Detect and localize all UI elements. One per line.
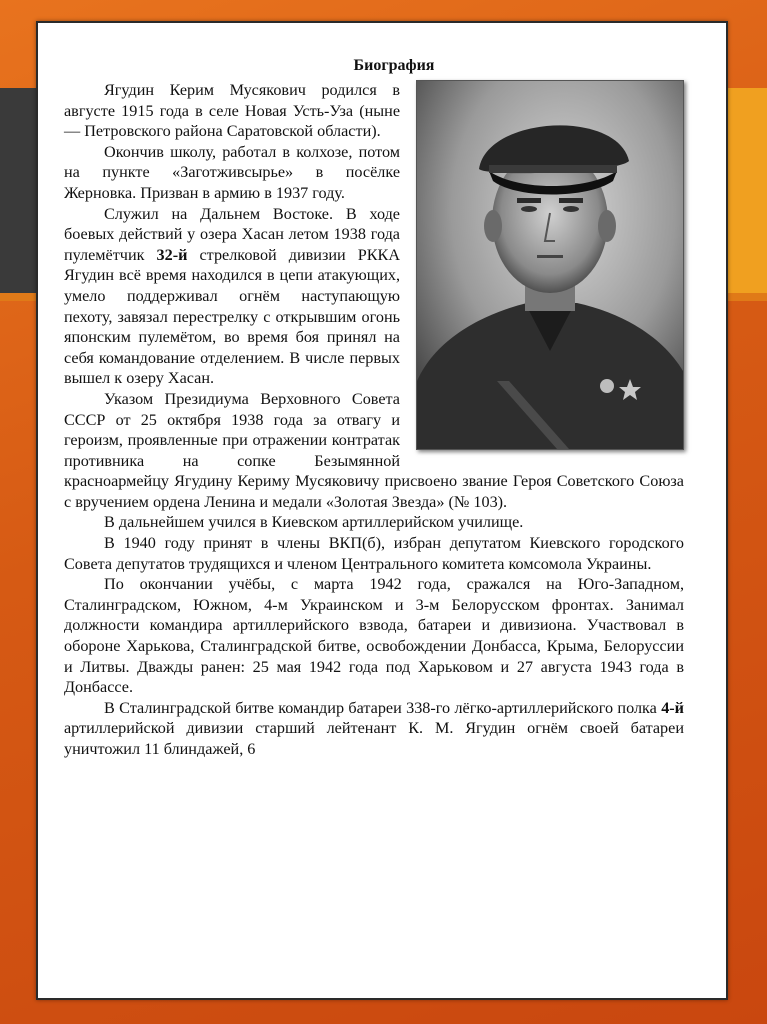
portrait-photo-icon: [417, 81, 683, 449]
paragraph-4: Указом Президиума Верховного Совета СССР от 25 октября 1938 года за отвагу и героизм, проявленные при отражении контратак противника на сопке Безымянной красноармейцу Ягудину Кериму Мусяковичу присвоено звание Героя Советского Союза с вручением ордена Ленина и медали «Золотая Звезда» (№ 103).: [64, 389, 684, 511]
paragraph-6: В 1940 году принят в члены ВКП(б), избран депутатом Киевского городского Совета депутатов трудящихся и членом Центрального комитета комсомола Украины.: [64, 534, 684, 573]
portrait-photo: [416, 80, 684, 450]
paragraph-7: По окончании учёбы, с марта 1942 года, сражался на Юго-Западном, Сталинградском, Южном, 4-м Украинском и 3-м Белорусском фронтах. Занимал должности командира артиллерийского взвода, батареи и дивизиона. Участвовал в обороне Харькова, Сталинградской битве, освобождении Донбасса, Крыма, Белоруссии и Литвы. Дважды ранен: 25 мая 1942 года под Харьковом и 27 августа 1943 года в Донбассе.: [64, 575, 684, 697]
paragraph-5: В дальнейшем учился в Киевском артиллерийском училище.: [104, 513, 524, 532]
paragraph-8: [64, 698, 684, 760]
paragraph-3-bold: 32-й: [156, 245, 188, 264]
portrait-photo-frame: [416, 80, 684, 452]
paragraph-2: Окончив школу, работал в колхозе, потом на пункте «Заготживсырье» в посёлке Жерновка. Призван в армию в 1937 году.: [64, 142, 400, 202]
paragraph-8-part-2: артиллерийской дивизии старший лейтенант К. М. Ягудин огнём своей батареи уничтожил 11 блиндажей, 6: [64, 719, 684, 758]
paragraph-1: Ягудин Керим Мусякович родился в августе 1915 года в селе Новая Усть-Уза (ныне — Петровского района Саратовской области).: [64, 81, 400, 141]
paragraph-3-part-1: Служил на Дальнем Востоке. В ходе боевых действий у озера Хасан летом 1938 года пулемётчик: [64, 204, 400, 264]
document-title: Биография: [353, 57, 435, 74]
paragraph-8-part-1: В Сталинградской битве командир батареи 338-го лёгко-артиллерийского полка: [104, 698, 657, 717]
document-content: [64, 56, 684, 760]
paragraph-8-bold: 4-й: [661, 698, 685, 717]
paragraph-3-part-2: стрелковой дивизии РККА Ягудин всё время находился в цепи атакующих, умело поддерживал огнём наступающую пехоту, завязал перестрелку с открывшим огонь японским пулемётом, во время боя принял на себя командование отделением. В числе первых вышел к озеру Хасан.: [64, 245, 401, 388]
